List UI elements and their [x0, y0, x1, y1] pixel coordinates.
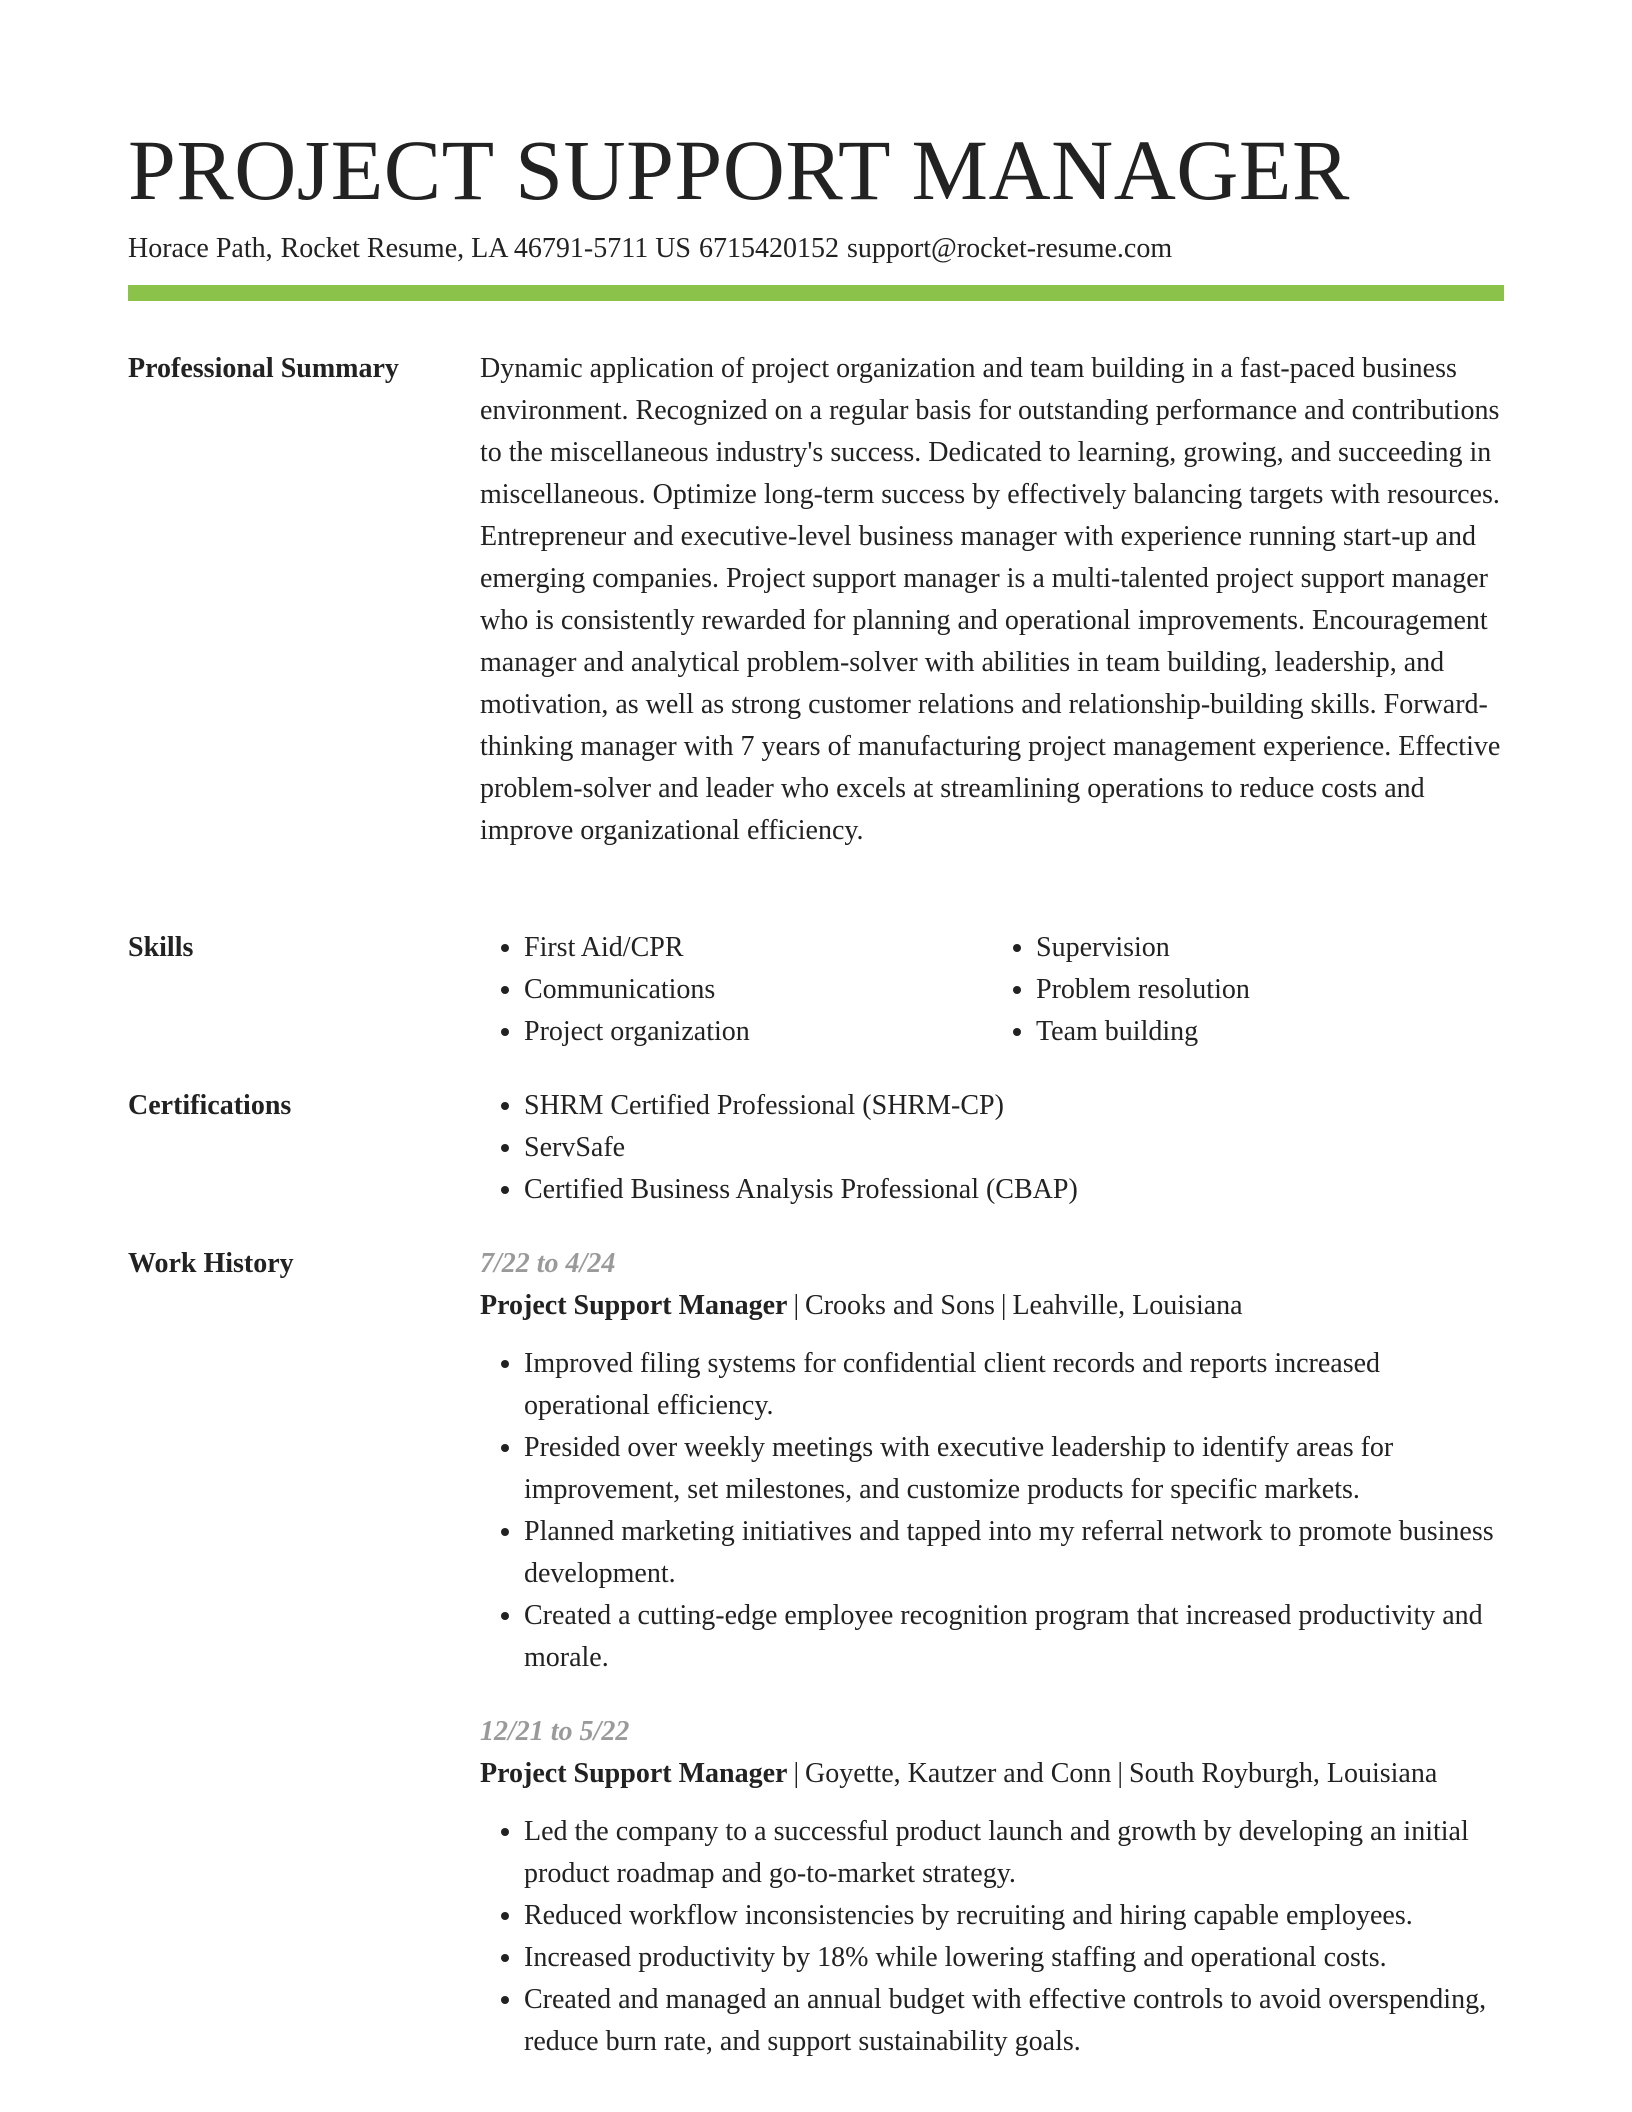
job-entry: [480, 1243, 1504, 1679]
accent-divider: [128, 285, 1504, 301]
job-bullet: • Created and managed an annual budget with effective controls to avoid overspending, reduce burn rate, and support sustainability goals.: [524, 1979, 1504, 2063]
contact-email[interactable]: support@rocket-resume.com: [846, 233, 1173, 264]
skill-item: • Team building: [1036, 1011, 1504, 1053]
job-header: [480, 1285, 1504, 1327]
job-dates: 7/22 to 4/24: [480, 1248, 616, 1279]
skill-item: • Communications: [524, 969, 992, 1011]
certification-item: • SHRM Certified Professional (SHRM-CP): [524, 1085, 1504, 1127]
job-bullet: • Led the company to a successful product launch and growth by developing an initial product roadmap and go-to-market strategy.: [524, 1811, 1504, 1895]
job-location: Leahville, Louisiana: [1012, 1290, 1243, 1321]
contact-phone: 6715420152: [698, 233, 839, 264]
work-history-heading: Work History: [128, 1248, 294, 1279]
job-company: Crooks and Sons: [805, 1290, 995, 1321]
skill-item: • First Aid/CPR: [524, 927, 992, 969]
summary-body: [480, 348, 1504, 852]
certifications-list: [480, 1085, 1504, 1211]
separator: |: [793, 1290, 800, 1321]
contact-city-state-zip: Rocket Resume, LA 46791-5711 US: [280, 233, 691, 264]
contact-street: Horace Path,: [128, 233, 273, 264]
certification-item: • ServSafe: [524, 1127, 1504, 1169]
work-history-body: [480, 1243, 1504, 2087]
skills-grid: [480, 927, 1504, 1053]
separator: |: [1000, 1290, 1007, 1321]
job-bullets: [480, 1343, 1504, 1679]
job-location: South Royburgh, Louisiana: [1129, 1758, 1438, 1789]
job-company: Goyette, Kautzer and Conn: [805, 1758, 1112, 1789]
skills-column-2: [992, 927, 1504, 1053]
skill-item: • Supervision: [1036, 927, 1504, 969]
job-bullet: • Presided over weekly meetings with executive leadership to identify areas for improvement, set milestones, and customize products for specific markets.: [524, 1427, 1504, 1511]
job-bullets: [480, 1811, 1504, 2063]
separator: |: [1117, 1758, 1124, 1789]
summary-heading: Professional Summary: [128, 353, 399, 384]
skill-item: • Project organization: [524, 1011, 992, 1053]
job-title: Project Support Manager: [480, 1758, 788, 1789]
job-bullet: • Improved filing systems for confidential client records and reports increased operational efficiency.: [524, 1343, 1504, 1427]
job-dates: 12/21 to 5/22: [480, 1716, 630, 1747]
contact-line: [128, 232, 1172, 266]
job-bullet: • Increased productivity by 18% while lowering staffing and operational costs.: [524, 1937, 1504, 1979]
skills-body: [480, 927, 1504, 1053]
job-bullet: • Created a cutting-edge employee recognition program that increased productivity and morale.: [524, 1595, 1504, 1679]
skills-heading: Skills: [128, 932, 194, 963]
summary-text: Dynamic application of project organization and team building in a fast-paced business environment. Recognized on a regular basis for outstanding performance and contributions to the miscellaneous industry's success. Dedicated to learning, growing, and succeeding in miscellaneous. Optimize long-term success by effectively balancing targets with resources. Entrepreneur and executive-level business manager with experience running start-up and emerging companies. Project support manager is a multi-talented project support manager who is consistently rewarded for planning and operational improvements. Encouragement manager and analytical problem-solver with abilities in team building, leadership, and motivation, as well as strong customer relations and relationship-building skills. Forward-thinking manager with 7 years of manufacturing project management experience. Effective problem-solver and leader who excels at streamlining operations to reduce costs and improve organizational efficiency.: [480, 353, 1501, 846]
job-bullet: • Reduced workflow inconsistencies by recruiting and hiring capable employees.: [524, 1895, 1504, 1937]
skill-item: • Problem resolution: [1036, 969, 1504, 1011]
resume-name: PROJECT SUPPORT MANAGER: [128, 122, 1350, 218]
certifications-heading: Certifications: [128, 1090, 292, 1121]
job-bullet: • Planned marketing initiatives and tapped into my referral network to promote business development.: [524, 1511, 1504, 1595]
skills-column-1: [480, 927, 992, 1053]
job-title: Project Support Manager: [480, 1290, 788, 1321]
certification-item: • Certified Business Analysis Professional (CBAP): [524, 1169, 1504, 1211]
job-entry: [480, 1711, 1504, 2063]
certifications-body: [480, 1085, 1504, 1211]
job-header: [480, 1753, 1504, 1795]
separator: |: [793, 1758, 800, 1789]
